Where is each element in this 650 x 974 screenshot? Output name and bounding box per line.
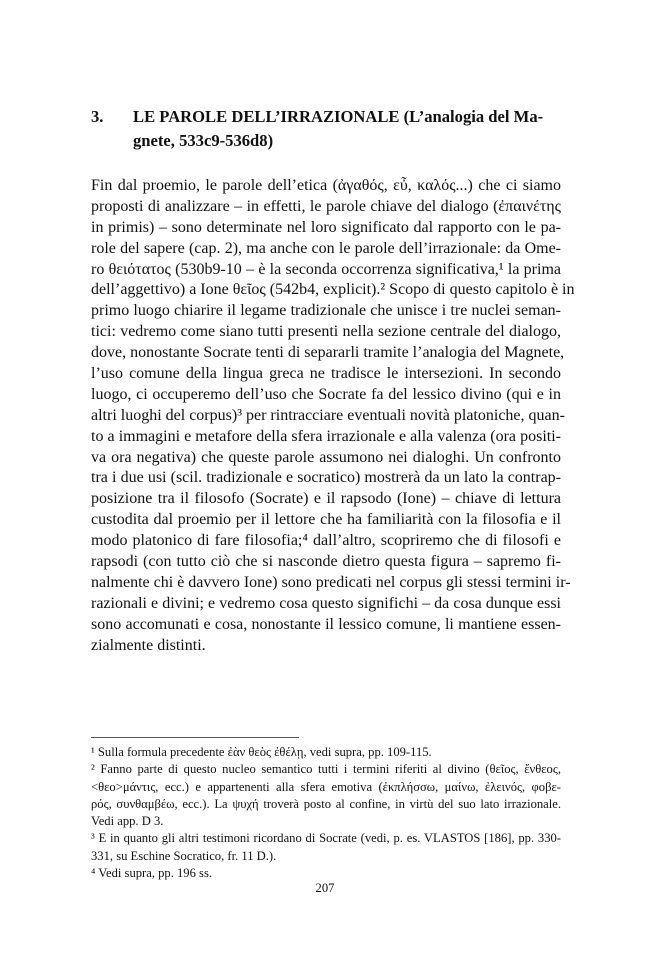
footnote-line: 331, su Eschine Socratico, fr. 11 D.). — [91, 848, 277, 863]
body-line: va ora negativa) che queste parole assumono nei dialoghi. Un confronto — [91, 448, 561, 466]
body-text — [91, 176, 575, 656]
chapter-number: 3. — [91, 107, 104, 126]
body-line: modo platonico di fare filosofia;⁴ dall’altro, scopriremo che di filosofi e — [91, 532, 561, 550]
footnote-line: <θεο>μάντις, ecc.) e appartenenti alla sfera emotiva (ἐκπλήσσω, μαίνω, ἐλεινός, φοβε- — [91, 779, 561, 794]
body-line: Fin dal proemio, le parole dell’etica (ἀγαθός, εὖ, καλός...) che ci siamo — [91, 177, 561, 194]
body-line: posizione tra il filosofo (Socrate) e il rapsodo (Ione) – chiave di lettura — [91, 490, 561, 508]
footnote-line: ³ E in quanto gli altri testimoni ricordano di Socrate (vedi, p. es. VLASTOS [186], pp. 330- — [91, 831, 561, 846]
footnote-line: ρός, συνθαμβέω, ecc.). La ψυχή troverà posto al confine, in virtù del suo lato irrazionale. — [91, 796, 561, 811]
body-line: dove, nonostante Socrate tenti di separarli tramite l’analogia del Magnete, — [91, 344, 565, 362]
chapter-title-line: gnete, 533c9-536d8) — [133, 131, 274, 150]
chapter-title-line: LE PAROLE DELL’IRRAZIONALE (L’analogia del Ma- — [133, 107, 544, 126]
body-line: in primis) – sono determinate nel loro significato dal rapporto con le pa- — [91, 218, 561, 236]
body-line: primo luogo chiarire il legame tradizionale che unisce i tre nuclei seman- — [91, 302, 561, 320]
body-line: custodita dal proemio per il lettore che ha familiarità con la filosofia e il — [91, 511, 561, 529]
body-line: role del sapere (cap. 2), ma anche con le parole dell’irrazionale: da Ome- — [91, 239, 561, 257]
body-line: tra i due usi (scil. tradizionale e socratico) mostrerà da un lato la contrap- — [91, 469, 561, 487]
footnotes — [91, 744, 561, 882]
body-line: luogo, ci occuperemo dell’uso che Socrate fa del lessico divino (qui e in — [91, 385, 561, 403]
body-line: to a immagini e metafore della sfera irrazionale e alla valenza (ora positi- — [91, 427, 561, 445]
body-line: tici: vedremo come siano tutti presenti nella sezione centrale del dialogo, — [91, 323, 561, 341]
footnote-line: ¹ Sulla formula precedente ἐὰν θεὸς ἐθέλῃ, vedi supra, pp. 109-115. — [91, 745, 432, 759]
page-number: 207 — [315, 881, 335, 895]
body-line: razionali e divini; e vedremo cosa questo significhi – da cosa dunque essi — [91, 594, 561, 612]
body-line: rapsodi (con tutto ciò che si nasconde dietro questa figura – sapremo fi- — [91, 553, 561, 571]
body-line: altri luoghi del corpus)³ per rintracciare eventuali novità platoniche, quan- — [91, 406, 565, 424]
body-line: l’uso comune della lingua greca ne tradisce le intersezioni. In secondo — [91, 365, 561, 383]
body-line: ro θειότατος (530b9-10 – è la seconda occorrenza significativa,¹ la prima — [91, 260, 561, 278]
footnote-separator — [91, 737, 299, 738]
body-line: sono accomunati e cosa, nonostante il lessico comune, li mantiene essen- — [91, 615, 561, 633]
body-line: proposti di analizzare – in effetti, le parole chiave del dialogo (ἐπαινέτης — [91, 197, 561, 215]
footnote-line: ⁴ Vedi supra, pp. 196 ss. — [91, 866, 212, 881]
body-line: zialmente distinti. — [91, 636, 206, 654]
chapter-title — [133, 105, 561, 153]
body-line: dell’aggettivo) a Ione θεῖος (542b4, explicit).² Scopo di questo capitolo è in — [91, 281, 575, 299]
footnote-line: Vedi app. D 3. — [91, 814, 164, 829]
footnote-line: ² Fanno parte di questo nucleo semantico tutti i termini riferiti al divino (θεῖος, ἔνθεος, — [91, 762, 561, 777]
body-line: nalmente chi è davvero Ione) sono predicati nel corpus gli stessi termini ir- — [91, 573, 571, 591]
